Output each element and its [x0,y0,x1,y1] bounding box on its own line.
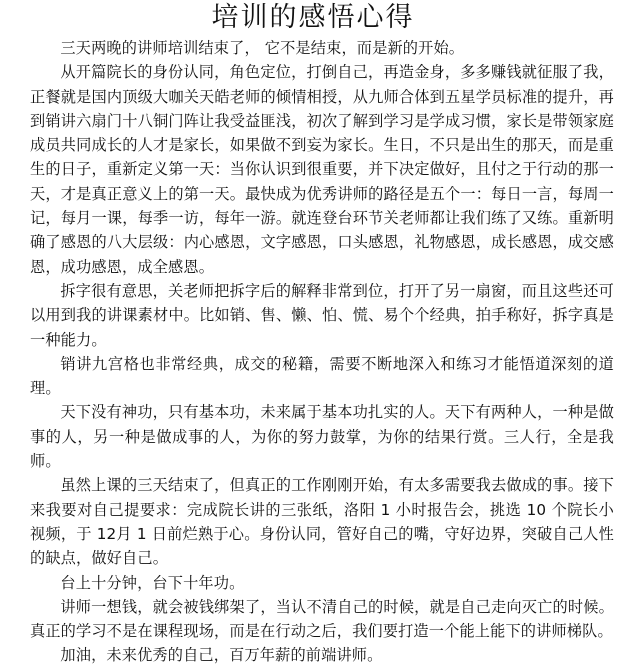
document-body [30,36,614,668]
paragraph-real-learning: 讲师一想钱，就会被钱绑架了，当认不清自己的时候，就是自己走向灭亡的时候。真正的学习不是在课程现场，而是在行动之后，我们要打造一个能上能下的讲师梯队。 [30,597,614,641]
paragraph-character-analysis: 拆字很有意思，关老师把拆字后的解释非常到位，打开了另一扇窗，而且这些还可以用到我的讲课素材中。比如销、售、懒、怕、慌、易个个经典，拍手称好，拆字真是一种能力。 [30,281,614,349]
paragraph-basic-skills: 天下没有神功，只有基本功，未来属于基本功扎实的人。天下有两种人，一种是做事的人，另一种是做成事的人，为你的努力鼓掌，为你的结果行赏。三人行，全是我师。 [30,403,614,471]
paragraph-next-goals: 虽然上课的三天结束了，但真正的工作刚刚开始，有太多需要我去做成的事。接下来我要对自己提要求：完成院长讲的三张纸，洛阳 1 小时报告会，挑选 10 个院长小视频，于 12月 1 日前烂熟于心。身份认同，管好自己的嘴，守好边界，突破自己人性的缺点，做好自己。 [30,476,614,568]
document-title: 培训的感悟心得 [211,2,415,33]
paragraph-training-end: 三天两晚的讲师培训结束了， 它不是结束，而是新的开始。 [60,39,465,57]
paragraph-stage-saying: 台上十分钟，台下十年功。 [60,573,245,592]
paragraph-nine-grid: 销讲九宫格也非常经典，成交的秘籍，需要不断地深入和练习才能悟道深刻的道理。 [30,354,614,398]
paragraph-course-review: 从开篇院长的身份认同，角色定位，打倒自己，再造金身，多多赚钱就征服了我，正餐就是国内顶级大咖关天皓老师的倾情相授，从九师合体到五星学员标准的提升，再到销讲六扇门十八铜门阵让我受益匪浅，初次了解到学习是学成习惯，家长是带领家庭成员共同成长的人才是家长，如果做不到妄为家长。生日，不只是出生的那天，而是重生的日子，重新定义第一天：当你认识到很重要，并下决定做好，且付之于行动的那一天，才是真正意义上的第一天。最快成为优秀讲师的路径是五个一：每日一言，每周一记，每月一课，每季一访，每年一游。就连登台环节关老师都让我们练了又练。重新明确了感恩的八大层级：内心感恩，文字感恩，口头感恩，礼物感恩，成长感恩，成交感恩，成功感恩，成全感恩。 [30,63,614,276]
paragraph-closing: 加油，未来优秀的自己，百万年薪的前端讲师。 [60,646,383,665]
